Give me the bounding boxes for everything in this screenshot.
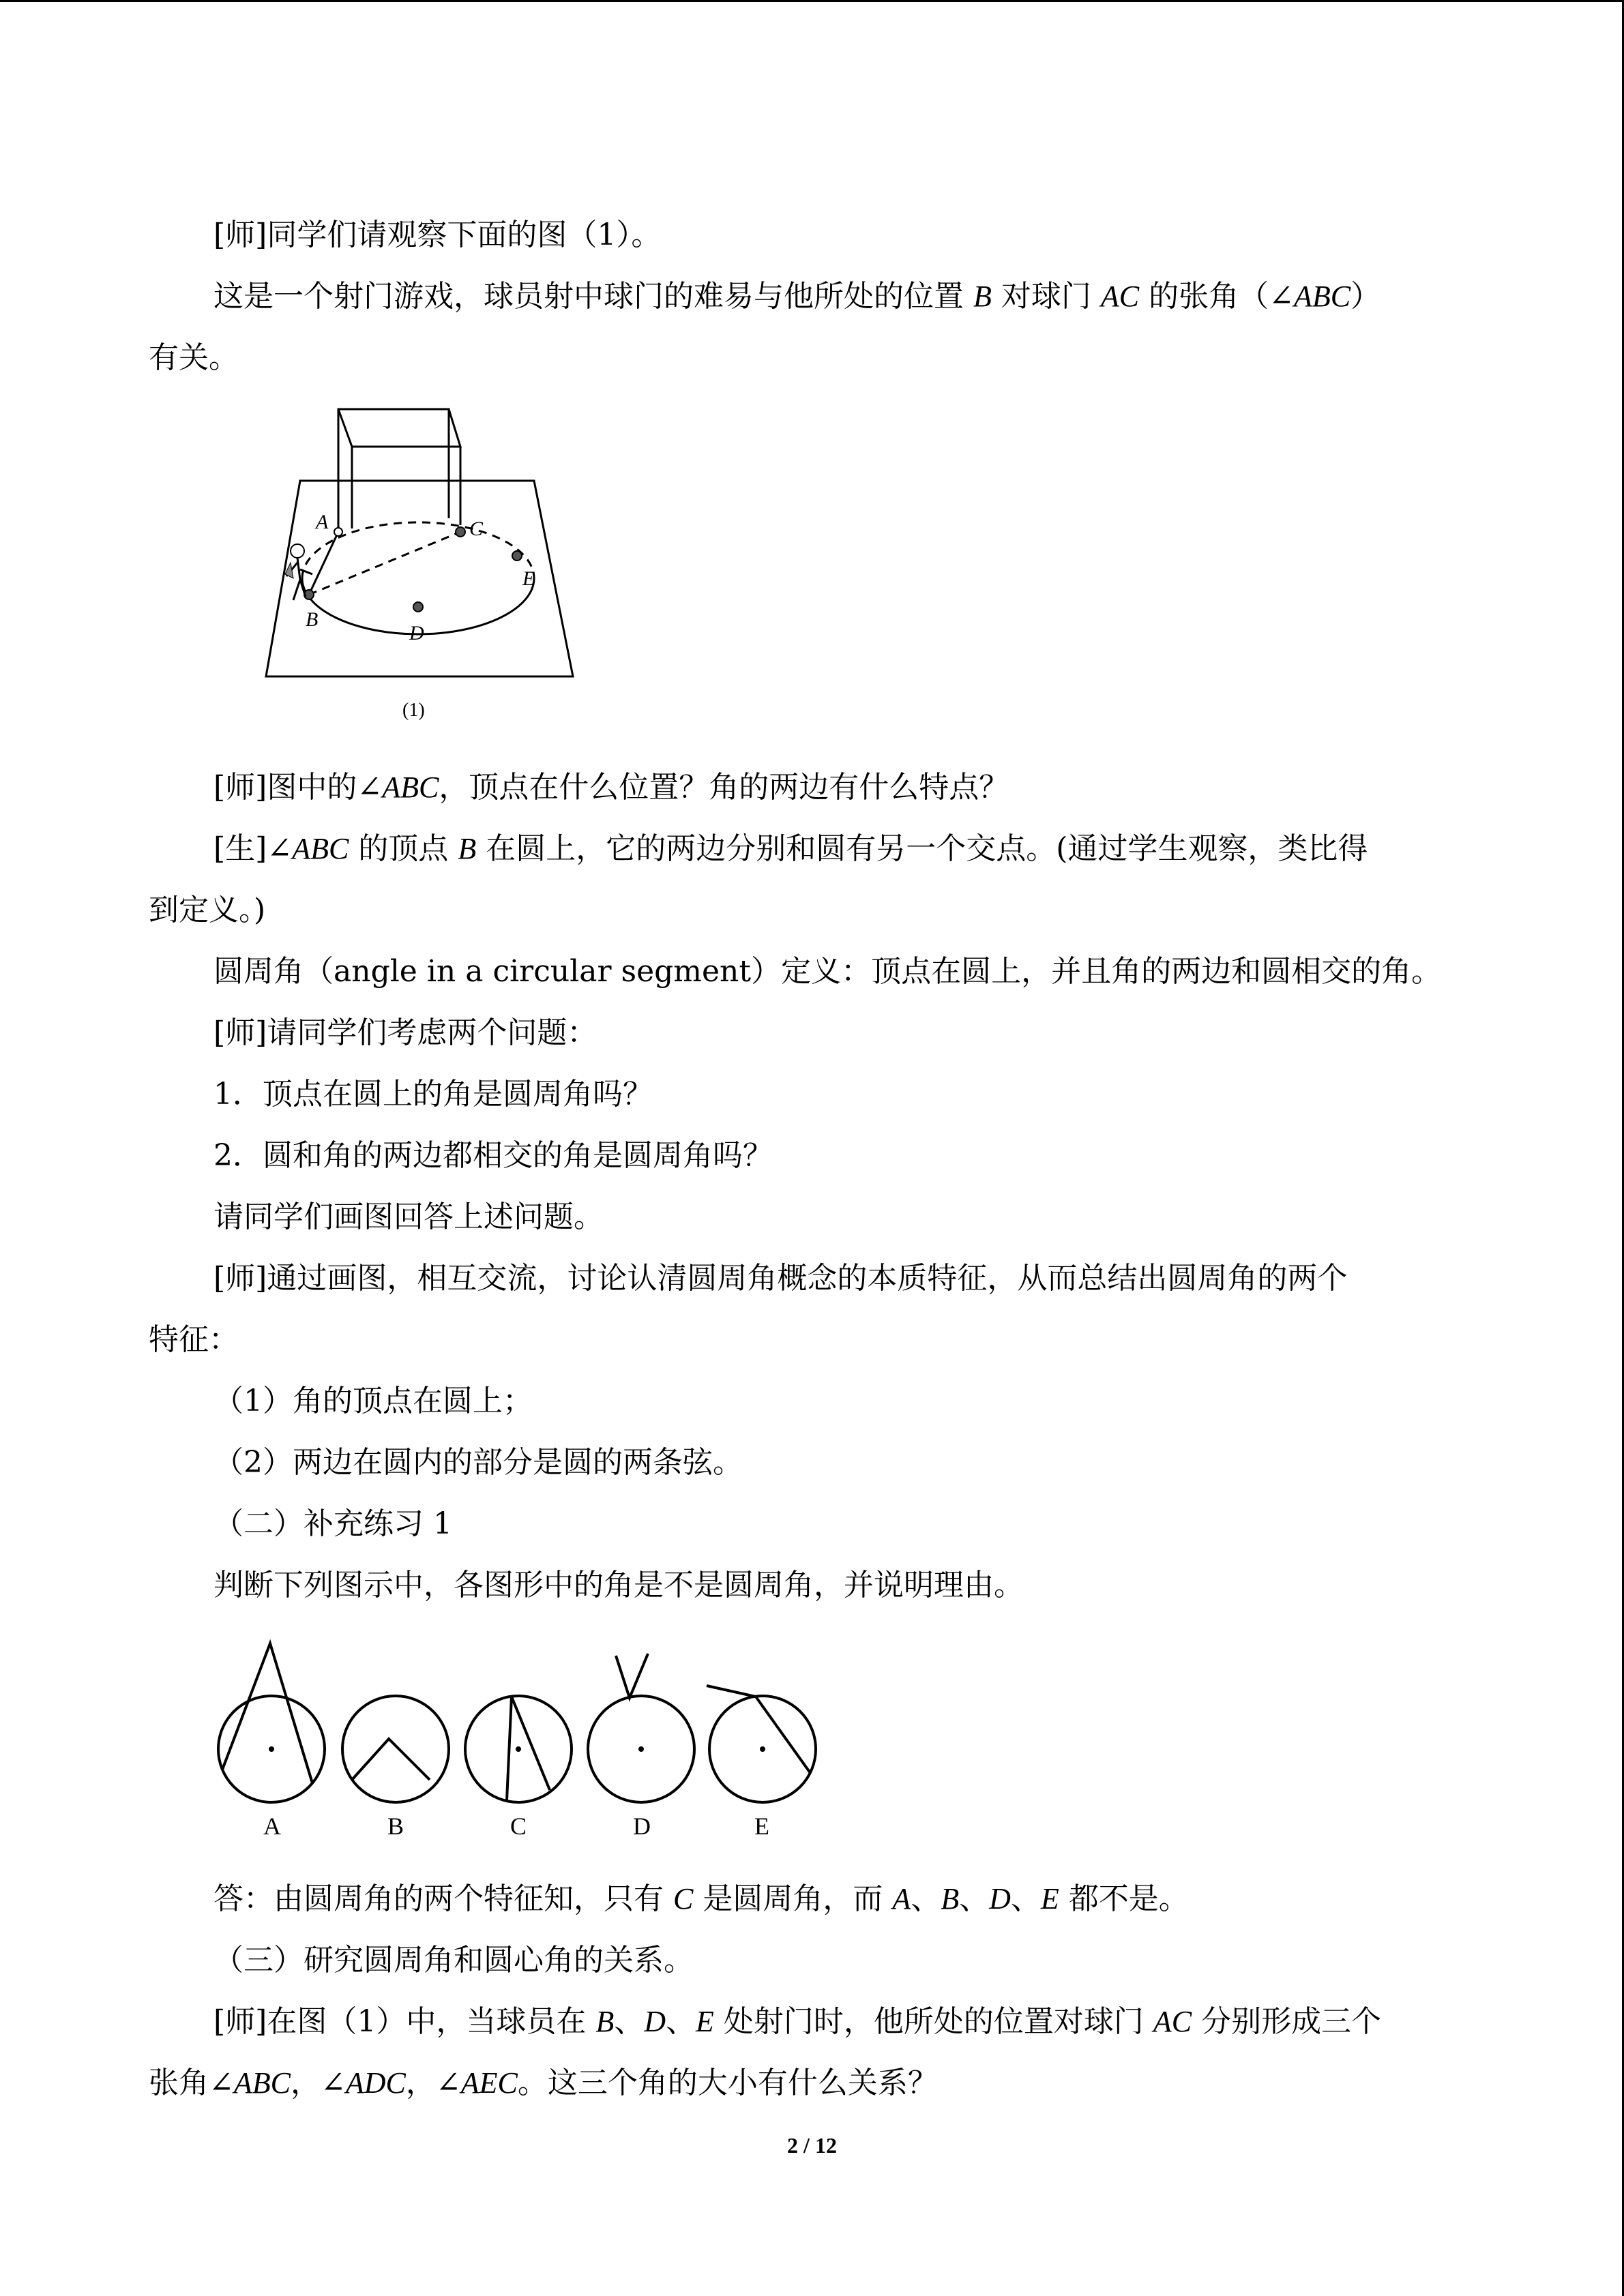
- label-D: D: [633, 1813, 651, 1840]
- list-item: （2）两边在圆内的部分是圆的两条弦。: [213, 1445, 743, 1480]
- paragraph: 判断下列图示中，各图形中的角是不是圆周角，并说明理由。: [213, 1568, 1024, 1602]
- paragraph-continuation: 张角∠ABC，∠ADC，∠AEC。这三个角的大小有什么关系？: [149, 2066, 938, 2100]
- label-C: C: [469, 518, 484, 540]
- paragraph: 这是一个射门游戏，球员射中球门的难易与他所处的位置 B 对球门 AC 的张角（∠ABC）: [213, 279, 1381, 314]
- point-C: [456, 527, 465, 537]
- label-C: C: [510, 1813, 527, 1840]
- paragraph-continuation: 有关。: [149, 340, 239, 375]
- circle-option-B: [342, 1696, 449, 1840]
- label-D: D: [409, 622, 424, 644]
- paragraph: [师]通过画图，相互交流，讨论认清圆周角概念的本质特征，从而总结出圆周角的两个: [213, 1261, 1348, 1296]
- paragraph: [生]∠ABC 的顶点 B 在圆上，它的两边分别和圆有另一个交点。(通过学生观察，类比得: [213, 831, 1368, 866]
- label-B: B: [387, 1813, 404, 1840]
- paragraph: 答：由圆周角的两个特征知，只有 C 是圆周角，而 A、B、D、E 都不是。: [213, 1881, 1189, 1916]
- label-E: E: [754, 1813, 769, 1840]
- circle-option-D: [588, 1654, 694, 1840]
- figure-2-angle-exercises: [149, 1637, 1479, 1855]
- label-E: E: [522, 567, 535, 590]
- point-A: [334, 528, 342, 536]
- label-B: B: [306, 608, 319, 631]
- point-E: [512, 551, 522, 561]
- list-item: 2．圆和角的两边都相交的角是圆周角吗？: [213, 1138, 773, 1173]
- section-heading: （二）补充练习 1: [213, 1506, 452, 1541]
- point-D: [413, 602, 423, 612]
- paragraph: [师]在图（1）中，当球员在 B、D、E 处射门时，他所处的位置对球门 AC 分别形成三个: [213, 2004, 1382, 2039]
- figure-1-goal-diagram: [149, 396, 1479, 750]
- page-border-top: [0, 0, 1624, 2]
- paragraph: [师]请同学们考虑两个问题：: [213, 1015, 597, 1050]
- chord-BA: [309, 532, 338, 595]
- circle-option-E: [707, 1686, 816, 1840]
- paragraph: [师]同学们请观察下面的图（1）。: [213, 218, 662, 252]
- label-A: A: [316, 511, 329, 533]
- goal-diagram: [237, 396, 606, 736]
- paragraph: 请同学们画图回答上述问题。: [213, 1199, 604, 1234]
- paragraph: [师]图中的∠ABC，顶点在什么位置？角的两边有什么特点？: [213, 770, 1009, 805]
- paragraph-continuation: 特征：: [149, 1322, 239, 1357]
- paragraph-continuation: 到定义。): [149, 893, 266, 927]
- list-item: （1）角的顶点在圆上；: [213, 1384, 533, 1418]
- page-number: 2 / 12: [787, 2133, 837, 2158]
- label-A: A: [263, 1813, 281, 1840]
- document-body: [149, 205, 1479, 2114]
- goal-frame-top: [338, 409, 460, 447]
- list-item: 1．顶点在圆上的角是圆周角吗？: [213, 1077, 653, 1112]
- paragraph: 圆周角（angle in a circular segment）定义：顶点在圆上，并且角的两边和圆相交的角。: [213, 954, 1442, 989]
- exercise-circles: [217, 1637, 899, 1841]
- section-heading: （三）研究圆周角和圆心角的关系。: [213, 1943, 694, 1978]
- circle-option-C: [465, 1696, 572, 1840]
- goal-frame: [338, 409, 449, 528]
- circle-option-A: [218, 1643, 325, 1840]
- figure-caption: (1): [402, 700, 425, 721]
